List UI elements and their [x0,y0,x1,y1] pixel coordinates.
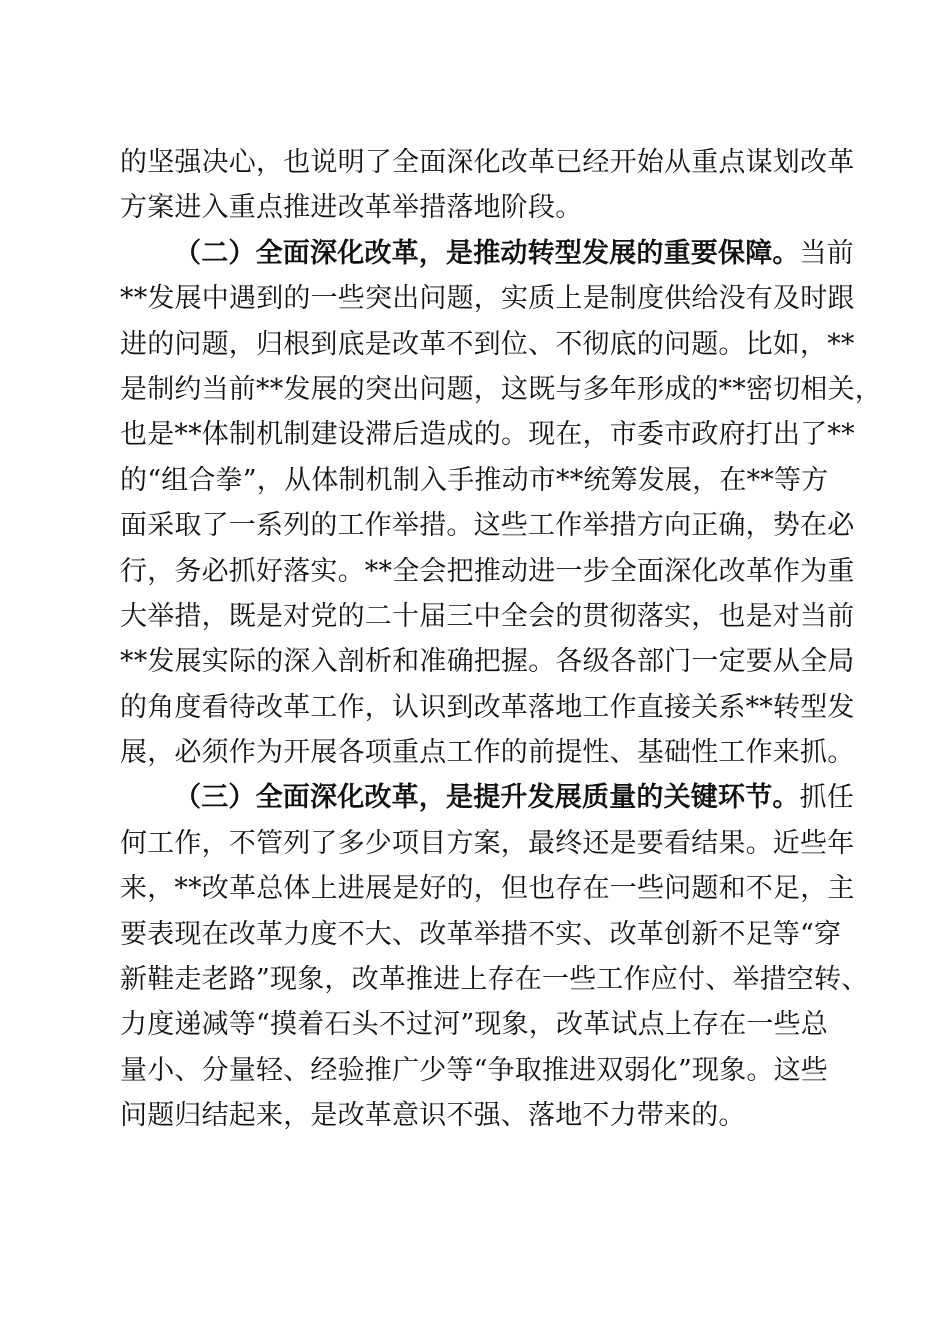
paragraph-2-line: 进的问题，归根到底是改革不到位、不彻底的问题。比如，** [120,328,855,360]
paragraph-2-line: **发展中遇到的一些突出问题，实质上是制度供给没有及时跟 [120,283,855,315]
paragraph-3-first-line-rest: 抓任 [799,782,855,814]
paragraph-3-line: 要表现在改革力度不大、改革举措不实、改革创新不足等“穿 [120,918,842,950]
paragraph-2-line: 是制约当前**发展的突出问题，这既与多年形成的**密切相关， [120,373,882,405]
paragraph-3-first-line [120,775,855,820]
paragraph-2-line: 的“组合拳”，从体制机制入手推动市**统筹发展，在**等方 [120,464,829,496]
paragraph-1-line-2: 方案进入重点推进改革举措落地阶段。 [120,192,583,224]
paragraph-3-line: 来，**改革总体上进展是好的，但也存在一些问题和不足，主 [120,873,855,905]
paragraph-2-first-line-rest: 当前 [799,237,855,269]
paragraph-2-line: 大举措，既是对党的二十届三中全会的贯彻落实，也是对当前 [120,600,855,632]
paragraph-2-line: 也是**体制机制建设滞后造成的。现在，市委市政府打出了** [120,419,855,451]
paragraph-2-line: **发展实际的深入剖析和准确把握。各级各部门一定要从全局 [120,646,855,678]
paragraph-2-line: 行，务必抓好落实。**全会把推动进一步全面深化改革作为重 [120,555,855,587]
paragraph-3-line: 何工作，不管列了多少项目方案，最终还是要看结果。近些年 [120,827,855,859]
paragraph-2-line: 面采取了一系列的工作举措。这些工作举措方向正确，势在必 [120,510,855,542]
section-heading-2: （二）全面深化改革，是推动转型发展的重要保障。 [174,237,800,269]
paragraph-2-line: 的角度看待改革工作，认识到改革落地工作直接关系**转型发 [120,691,855,723]
paragraph-1-line-1: 的坚强决心，也说明了全面深化改革已经开始从重点谋划改革 [120,147,855,178]
paragraph-3-line: 力度递减等“摸着石头不过河”现象，改革试点上存在一些总 [120,1009,829,1041]
paragraph-3-line: 量小、分量轻、经验推广少等“争取推进双弱化”现象。这些 [120,1054,829,1086]
section-heading-3: （三）全面深化改革，是提升发展质量的关键环节。 [174,782,800,814]
paragraph-2-line: 展，必须作为开展各项重点工作的前提性、基础性工作来抓。 [120,737,855,769]
paragraph-3-line: 问题归结起来，是改革意识不强、落地不力带来的。 [120,1100,746,1132]
paragraph-3-line: 新鞋走老路”现象，改革推进上存在一些工作应付、举措空转、 [120,964,869,996]
body-text [120,140,882,1139]
paragraph-2-first-line [120,231,855,276]
